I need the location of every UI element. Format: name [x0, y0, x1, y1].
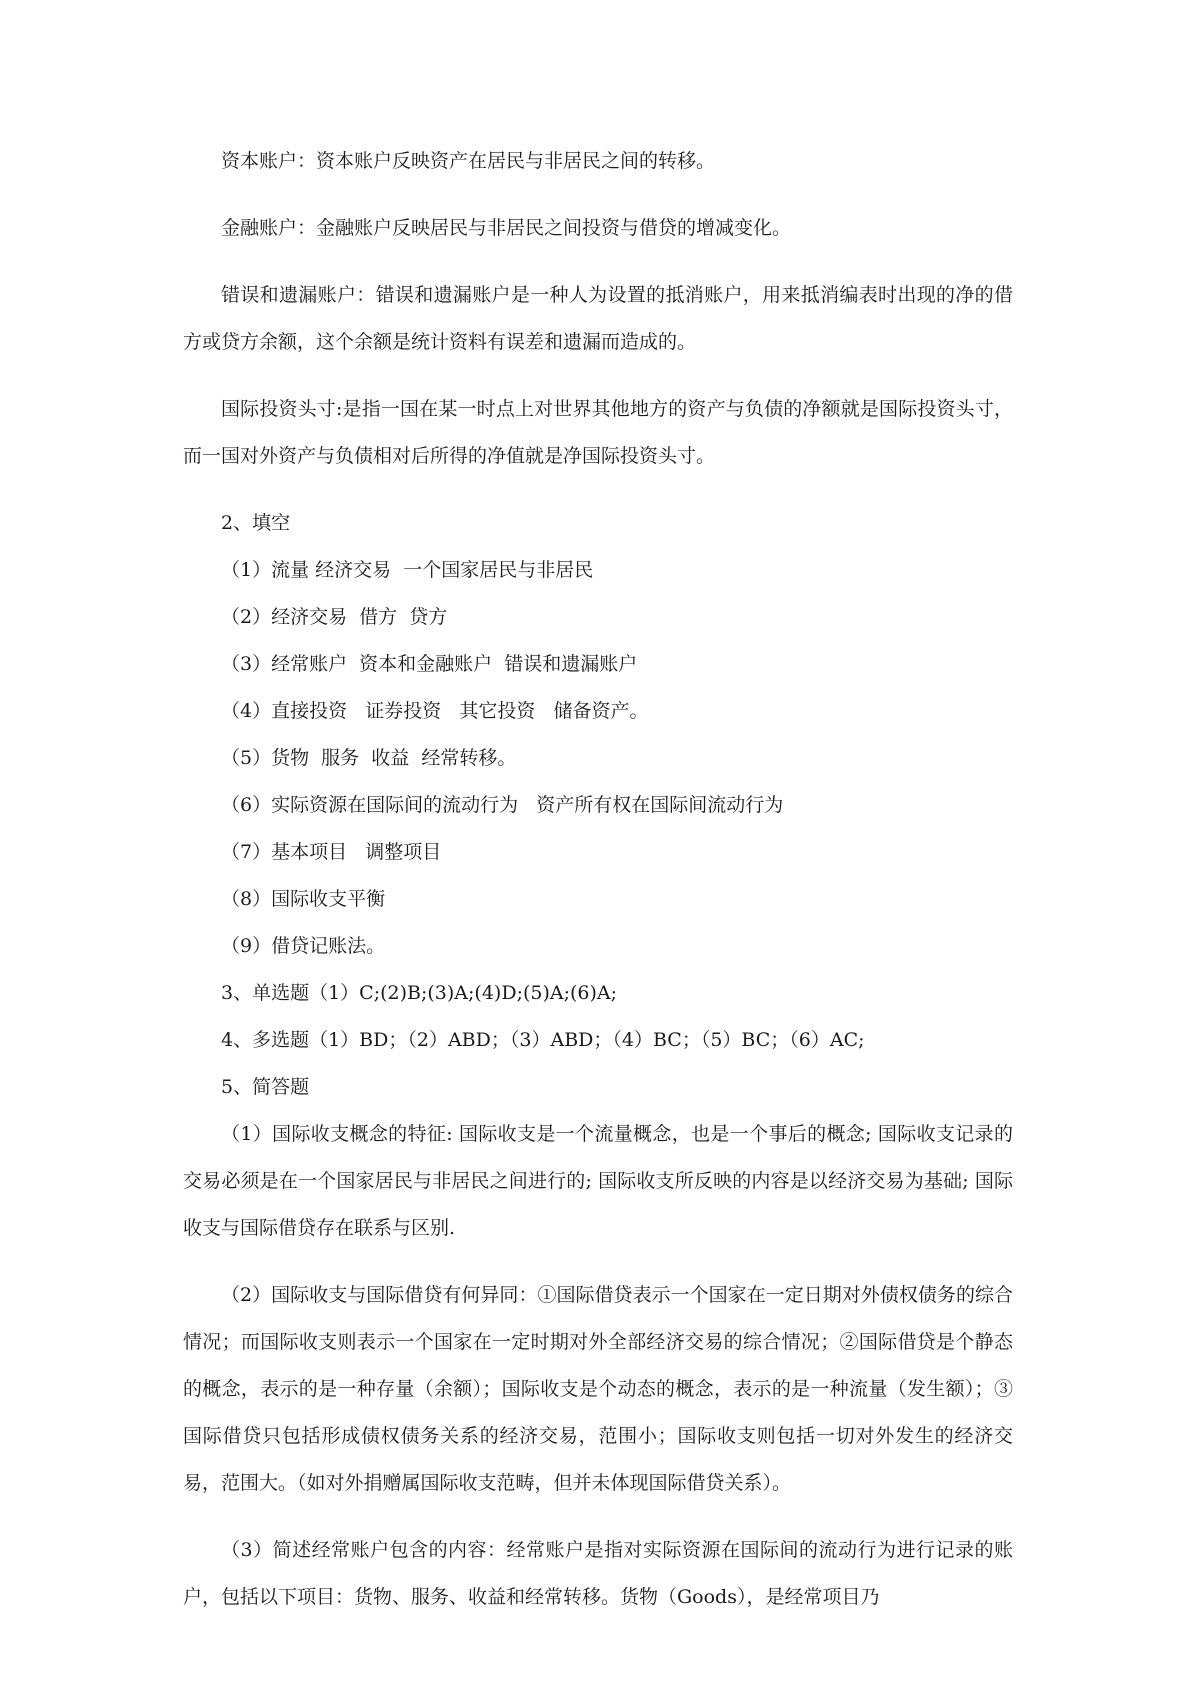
section-fill-in-heading: 2、填空: [221, 512, 291, 534]
fill-answer-6: （6）实际资源在国际间的流动行为 资产所有权在国际间流动行为: [221, 794, 784, 816]
financial-account-definition: 金融账户：金融账户反映居民与非居民之间投资与借贷的增减变化。: [221, 217, 792, 239]
international-investment-position-definition: 国际投资头寸:是指一国在某一时点上对世界其他地方的资产与负债的净额就是国际投资头寸，而一国对外资产与负债相对后所得的净值就是净国际投资头寸。: [183, 398, 1013, 467]
fill-answer-5: （5）货物 服务 收益 经常转移。: [221, 747, 517, 769]
multiple-choice-answers: 4、多选题（1）BD；（2）ABD；（3）ABD；（4）BC；（5）BC；（6）AC;: [221, 1029, 865, 1051]
short-answer-1: （1）国际收支概念的特征: 国际收支是一个流量概念，也是一个事后的概念; 国际收支记录的交易必须是在一个国家居民与非居民之间进行的; 国际收支所反映的内容是以经济交易为基础; 国际收支与国际借贷存在联系与区别.: [183, 1123, 1013, 1239]
fill-answer-7: （7）基本项目 调整项目: [221, 841, 442, 863]
fill-answer-1: （1）流量 经济交易 一个国家居民与非居民: [221, 559, 594, 581]
fill-answer-2: （2）经济交易 借方 贷方: [221, 606, 448, 628]
errors-omissions-definition: 错误和遗漏账户：错误和遗漏账户是一种人为设置的抵消账户，用来抵消编表时出现的净的借方或贷方余额，这个余额是统计资料有误差和遗漏而造成的。: [183, 284, 1013, 353]
fill-answer-4: （4）直接投资 证券投资 其它投资 储备资产。: [221, 700, 649, 722]
short-answer-3: （3）简述经常账户包含的内容：经常账户是指对实际资源在国际间的流动行为进行记录的账户，包括以下项目：货物、服务、收益和经常转移。货物（Goods），是经常项目乃: [183, 1539, 1013, 1608]
capital-account-definition: 资本账户：资本账户反映资产在居民与非居民之间的转移。: [221, 150, 716, 172]
document-page: [183, 138, 1013, 1641]
fill-answer-9: （9）借贷记账法。: [221, 935, 386, 957]
short-answer-2: （2）国际收支与国际借贷有何异同：①国际借贷表示一个国家在一定日期对外债权债务的综合情况；而国际收支则表示一个国家在一定时期对外全部经济交易的综合情况；②国际借贷是个静态的概念，表示的是一种存量（余额）；国际收支是个动态的概念，表示的是一种流量（发生额）；③国际借贷只包括形成债权债务关系的经济交易，范围小；国际收支则包括一切对外发生的经济交易，范围大。（如对外捐赠属国际收支范畴，但并未体现国际借贷关系）。: [183, 1284, 1013, 1494]
single-choice-answers: 3、单选题（1）C;(2)B;(3)A;(4)D;(5)A;(6)A;: [221, 982, 618, 1004]
fill-answer-8: （8）国际收支平衡: [221, 888, 386, 910]
fill-answer-3: （3）经常账户 资本和金融账户 错误和遗漏账户: [221, 653, 638, 675]
section-short-answer-heading: 5、简答题: [221, 1076, 310, 1098]
